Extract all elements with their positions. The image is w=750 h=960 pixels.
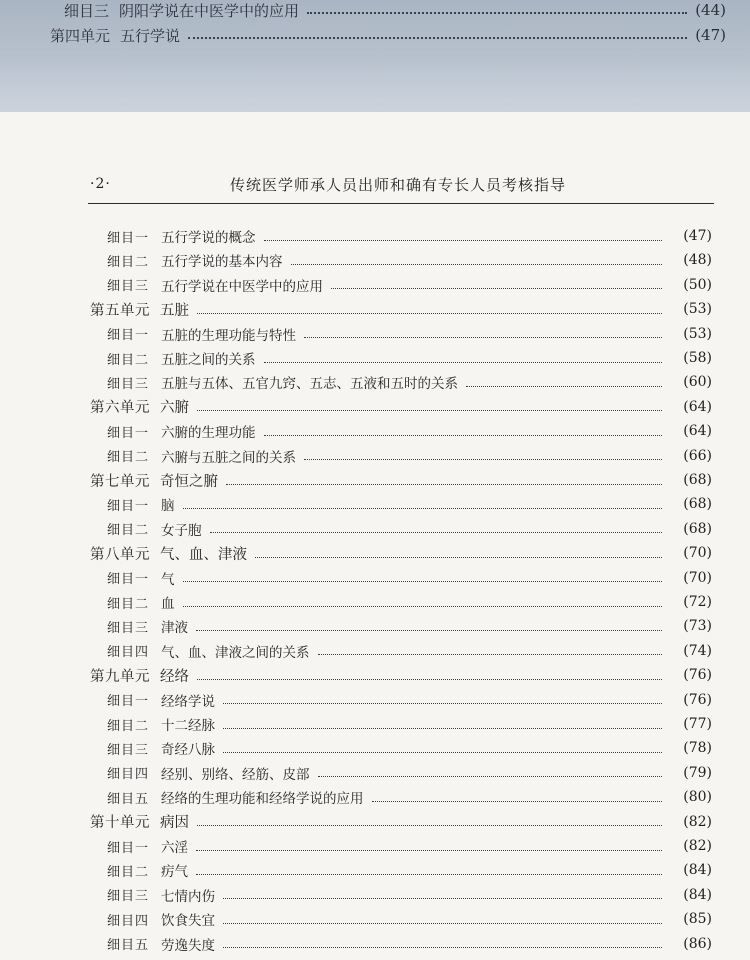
entry-label: 第十单元	[90, 815, 150, 832]
entry-page: (86)	[683, 935, 712, 952]
entry-label: 细目三	[107, 620, 150, 636]
toc-subentry	[0, 492, 750, 516]
dot-leader	[304, 459, 662, 460]
dot-leader	[466, 386, 662, 387]
dot-leader	[197, 313, 662, 314]
entry-title: 五行学说	[120, 26, 181, 45]
dot-leader	[197, 679, 662, 680]
entry-label: 细目二	[107, 718, 150, 734]
dot-leader	[264, 435, 662, 436]
entry-page: (64)	[683, 423, 712, 440]
page-number: ·2·	[90, 176, 111, 192]
entry-label: 细目三	[107, 279, 150, 295]
dot-leader	[223, 947, 662, 948]
entry-label: 细目二	[107, 352, 150, 368]
toc-subentry	[0, 785, 750, 809]
toc-subentry	[0, 834, 750, 858]
entry-title: 劳逸失度	[161, 937, 216, 954]
entry-page: (79)	[683, 764, 712, 781]
dot-leader	[196, 874, 662, 875]
dot-leader	[331, 288, 662, 289]
entry-label: 细目一	[107, 230, 150, 246]
running-title: 传统医学师承人员出师和确有专长人员考核指导	[230, 176, 567, 194]
toc-subentry	[0, 932, 750, 956]
toc-subentry	[0, 419, 750, 443]
entry-title: 五行学说在中医学中的应用	[161, 278, 324, 295]
toc-unit-entry	[0, 297, 750, 321]
entry-title: 津液	[161, 620, 189, 637]
entry-page: (74)	[683, 642, 712, 659]
dot-leader	[255, 557, 662, 558]
dot-leader	[183, 581, 662, 582]
toc-subentry	[0, 273, 750, 297]
entry-label: 细目二	[107, 254, 150, 270]
entry-title: 五脏的生理功能与特性	[161, 327, 297, 344]
entry-title: 经络学说	[161, 693, 216, 710]
dot-leader	[196, 630, 662, 631]
dot-leader	[223, 923, 662, 924]
entry-title: 五脏与五体、五官九窍、五志、五液和五时的关系	[161, 376, 459, 393]
entry-label: 细目一	[107, 572, 150, 588]
entry-label: 细目四	[107, 767, 150, 783]
entry-label: 细目二	[107, 864, 150, 880]
toc-subentry	[0, 370, 750, 394]
entry-page: (85)	[683, 911, 712, 928]
entry-label: 细目一	[107, 328, 150, 344]
entry-label: 第九单元	[90, 668, 150, 685]
toc-unit-entry	[0, 395, 750, 419]
entry-title: 十二经脉	[161, 718, 216, 734]
previous-page-strip	[0, 0, 750, 112]
toc-subentry	[0, 639, 750, 663]
entry-page: (70)	[683, 569, 712, 586]
toc-subentry	[0, 444, 750, 468]
dot-leader	[183, 508, 662, 509]
entry-label: 第八单元	[90, 546, 150, 563]
toc-subentry	[0, 614, 750, 638]
entry-title: 奇恒之腑	[160, 473, 218, 490]
dot-leader	[307, 12, 687, 14]
toc-unit-entry	[0, 468, 750, 492]
entry-title: 五脏之间的关系	[161, 352, 256, 368]
entry-title: 气、血、津液之间的关系	[161, 644, 310, 661]
toc-entry-top-sub	[0, 0, 750, 21]
entry-label: 第七单元	[90, 473, 150, 490]
page-header	[90, 174, 710, 198]
dot-leader	[188, 37, 687, 39]
entry-title: 六腑的生理功能	[161, 425, 256, 442]
entry-page: (44)	[695, 1, 726, 19]
dot-leader	[223, 703, 662, 704]
toc-entry-top-unit	[0, 24, 750, 46]
entry-title: 气	[161, 571, 175, 588]
entry-page: (76)	[683, 667, 712, 684]
dot-leader	[318, 776, 662, 777]
entry-label: 细目二	[107, 523, 150, 539]
entry-page: (64)	[683, 398, 712, 415]
entry-page: (68)	[683, 472, 712, 488]
entry-page: (58)	[683, 350, 712, 366]
entry-page: (48)	[683, 252, 712, 269]
dot-leader	[264, 362, 662, 363]
toc-subentry	[0, 322, 750, 346]
entry-page: (82)	[683, 838, 712, 854]
entry-label: 细目三	[107, 376, 150, 392]
entry-label: 细目五	[107, 938, 150, 954]
entry-page: (70)	[683, 545, 712, 562]
entry-title: 经络	[160, 668, 189, 685]
dot-leader	[372, 801, 662, 802]
entry-page: (68)	[683, 496, 712, 513]
entry-title: 六腑	[160, 400, 189, 417]
entry-page: (47)	[683, 228, 712, 244]
toc-unit-entry	[0, 810, 750, 834]
toc-subentry	[0, 346, 750, 370]
entry-title: 饮食失宜	[161, 913, 216, 930]
entry-title: 女子胞	[161, 522, 202, 539]
dot-leader	[223, 728, 662, 729]
entry-title: 五行学说的概念	[161, 230, 256, 246]
entry-label: 细目一	[107, 694, 150, 710]
entry-label: 细目三	[107, 889, 150, 905]
entry-title: 疠气	[161, 864, 189, 881]
entry-label: 细目一	[107, 840, 150, 856]
entry-label: 第五单元	[90, 302, 150, 319]
page-edge-shadow	[0, 60, 750, 112]
book-page	[0, 112, 750, 960]
dot-leader	[183, 606, 662, 607]
toc-subentry	[0, 688, 750, 712]
dot-leader	[223, 898, 662, 899]
toc-subentry	[0, 712, 750, 736]
entry-page: (78)	[683, 740, 712, 757]
entry-title: 脑	[161, 498, 175, 515]
dot-leader	[196, 850, 662, 851]
entry-label: 细目五	[107, 791, 150, 807]
entry-label: 细目二	[107, 450, 150, 466]
toc-subentry	[0, 761, 750, 785]
dot-leader	[210, 532, 662, 533]
entry-page: (76)	[683, 691, 712, 708]
toc-subentry	[0, 590, 750, 614]
entry-label: 细目一	[107, 425, 150, 441]
toc-unit-entry	[0, 663, 750, 687]
entry-page: (82)	[683, 813, 712, 830]
entry-label: 细目三	[64, 1, 110, 20]
toc-subentry	[0, 883, 750, 907]
entry-title: 五脏	[160, 302, 189, 319]
toc-subentry	[0, 517, 750, 541]
entry-page: (53)	[683, 325, 712, 342]
entry-label: 细目一	[107, 498, 150, 514]
toc-unit-entry	[0, 541, 750, 565]
entry-page: (66)	[683, 447, 712, 464]
entry-label: 细目四	[107, 645, 150, 661]
entry-title: 奇经八脉	[161, 742, 216, 759]
entry-label: 细目二	[107, 596, 150, 612]
entry-title: 经络的生理功能和经络学说的应用	[161, 791, 364, 808]
toc-subentry	[0, 736, 750, 760]
entry-title: 六淫	[161, 840, 189, 856]
entry-page: (73)	[683, 618, 712, 635]
entry-title: 六腑与五脏之间的关系	[161, 449, 297, 466]
entry-title: 七情内伤	[161, 888, 216, 905]
entry-page: (50)	[683, 276, 712, 293]
entry-title: 经别、别络、经筋、皮部	[161, 766, 310, 783]
entry-title: 血	[161, 596, 175, 612]
entry-page: (60)	[683, 374, 712, 391]
toc-subentry	[0, 858, 750, 882]
dot-leader	[304, 337, 662, 338]
entry-page: (84)	[683, 886, 712, 903]
entry-page: (84)	[683, 862, 712, 879]
entry-page: (47)	[695, 26, 726, 44]
dot-leader	[197, 410, 662, 411]
dot-leader	[197, 825, 662, 826]
dot-leader	[264, 240, 662, 241]
entry-title: 气、血、津液	[160, 546, 247, 563]
entry-title: 阴阳学说在中医学中的应用	[119, 1, 300, 20]
entry-label: 第四单元	[50, 26, 111, 45]
entry-page: (72)	[683, 594, 712, 610]
entry-title: 病因	[160, 815, 189, 832]
entry-page: (80)	[683, 789, 712, 806]
entry-page: (68)	[683, 520, 712, 537]
dot-leader	[223, 752, 662, 753]
toc-subentry	[0, 566, 750, 590]
toc-subentry	[0, 907, 750, 931]
entry-page: (77)	[683, 716, 712, 732]
toc-subentry	[0, 248, 750, 272]
toc-subentry	[0, 224, 750, 248]
entry-label: 第六单元	[90, 400, 150, 417]
entry-label: 细目四	[107, 913, 150, 929]
header-rule	[88, 203, 714, 204]
dot-leader	[291, 264, 662, 265]
entry-title: 五行学说的基本内容	[161, 254, 283, 271]
entry-label: 细目三	[107, 742, 150, 758]
dot-leader	[226, 484, 662, 485]
entry-page: (53)	[683, 301, 712, 318]
dot-leader	[318, 654, 662, 655]
